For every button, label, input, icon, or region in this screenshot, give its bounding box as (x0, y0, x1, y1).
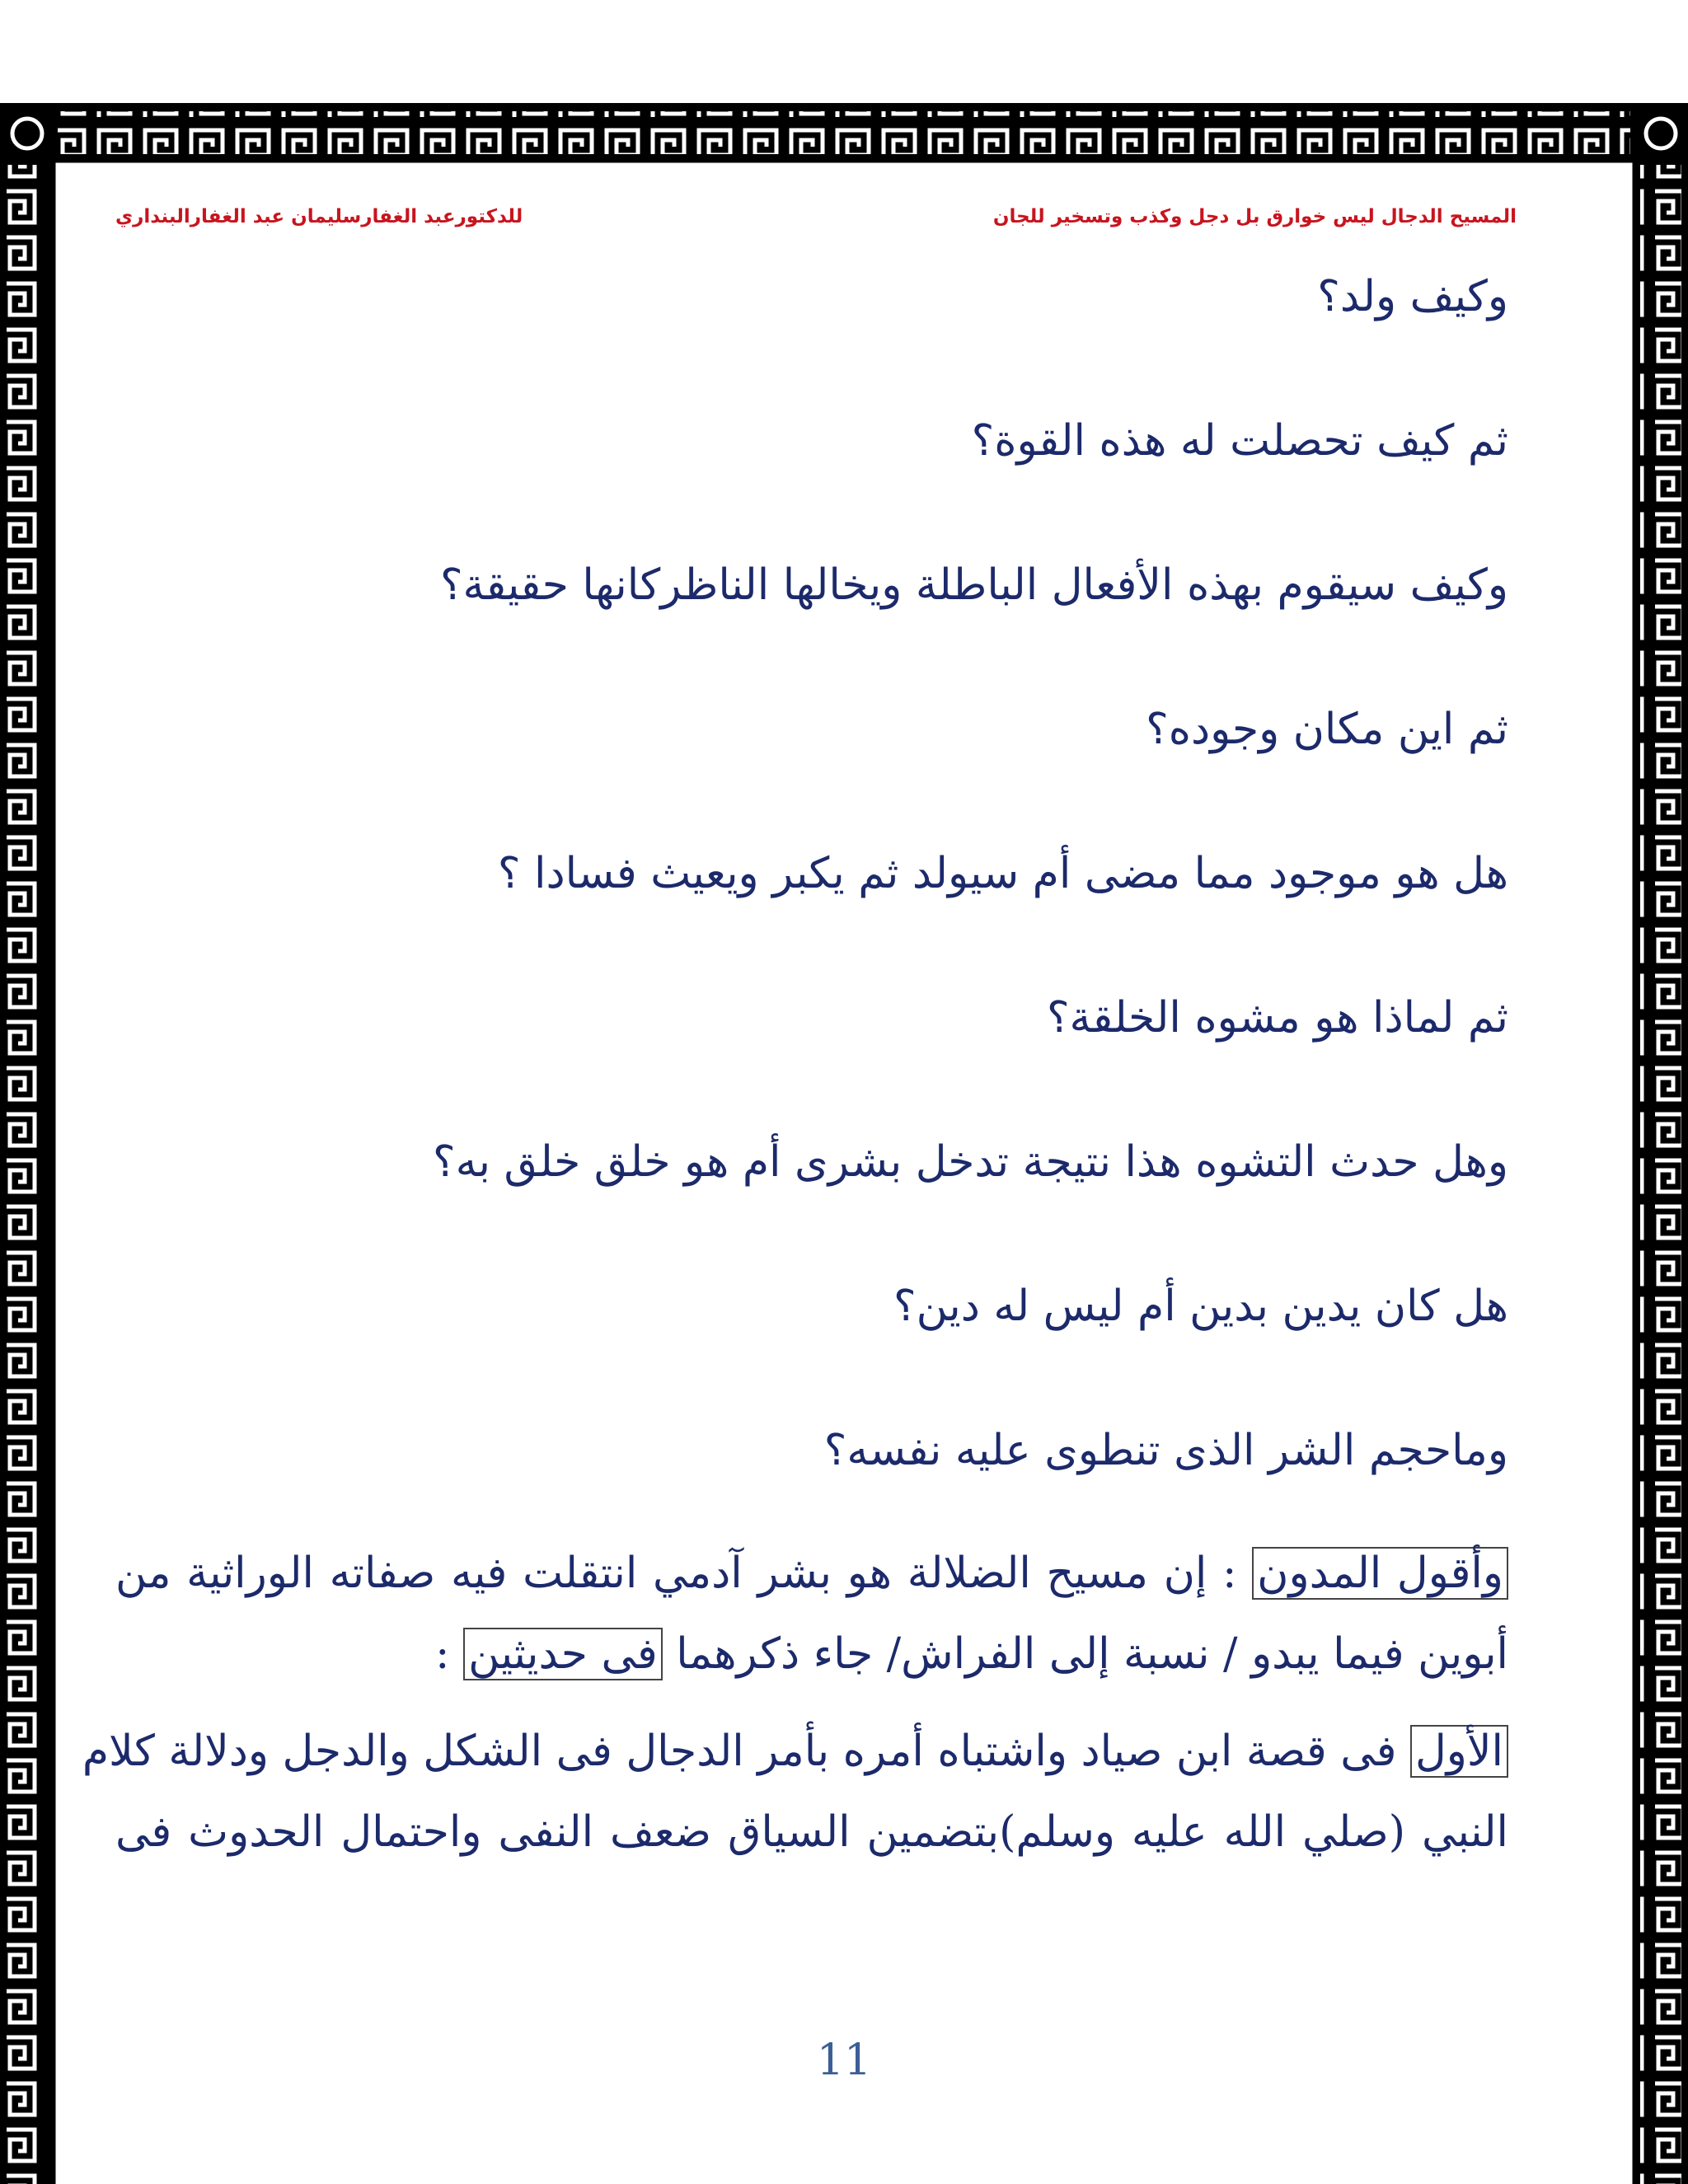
question-line: وهل حدث التشوه هذا نتيجة تدخل بشرى أم هو خلق خلق به؟ (433, 1137, 1508, 1187)
paragraph-text: : (435, 1629, 464, 1679)
paragraph-text: فى قصة ابن صياد واشتباه أمره بأمر الدجال فى الشكل والدجل ودلالة كلام (82, 1727, 1410, 1776)
page-number: 11 (816, 2036, 872, 2085)
question-line: هل كان يدين بدين أم ليس له دين؟ (893, 1282, 1508, 1331)
question-line: وكيف سيقوم بهذه الأفعال الباطلة ويخالها الناظركانها حقيقة؟ (439, 560, 1508, 610)
question-line: وماحجم الشر الذى تنطوى عليه نفسه؟ (823, 1426, 1508, 1475)
paragraph-line (82, 1711, 1508, 1792)
question-line: ثم اين مكان وجوده؟ (1146, 705, 1508, 754)
question-line: ثم لماذا هو مشوه الخلقة؟ (1046, 993, 1508, 1043)
boxed-term: وأقول المدون (1252, 1547, 1508, 1600)
paragraph-line (115, 1533, 1508, 1614)
paragraph-line: النبي (صلي الله عليه وسلم)بتضمين السياق ضعف النفى واحتمال الحدوث فى (115, 1807, 1508, 1857)
boxed-term: فى حديثين (463, 1628, 663, 1680)
page-body (82, 272, 1508, 1872)
running-header (115, 206, 1517, 247)
paragraph-text: أبوين فيما يبدو / نسبة إلى الفراش/ جاء ذكرهما (662, 1629, 1508, 1679)
header-book-title: المسيح الدجال ليس خوارق بل دجل وكذب وتسخير للجان (992, 206, 1517, 227)
paragraph-first-hadith (82, 1711, 1508, 1872)
question-line: ثم كيف تحصلت له هذه القوة؟ (971, 416, 1508, 466)
paragraph-line (115, 1614, 1508, 1694)
boxed-term: الأول (1410, 1725, 1508, 1778)
paragraph-author-note (115, 1533, 1508, 1694)
paragraph-text: : إن مسيح الضلالة هو بشر آدمي انتقلت فيه صفاته الوراثية من (115, 1549, 1253, 1598)
question-line: هل هو موجود مما مضى أم سيولد ثم يكبر ويعيث فسادا ؟ (497, 849, 1508, 898)
question-line: وكيف ولد؟ (1317, 272, 1508, 321)
header-author: للدكتورعبد الغفارسليمان عبد الغفارالبنداري (115, 206, 523, 227)
